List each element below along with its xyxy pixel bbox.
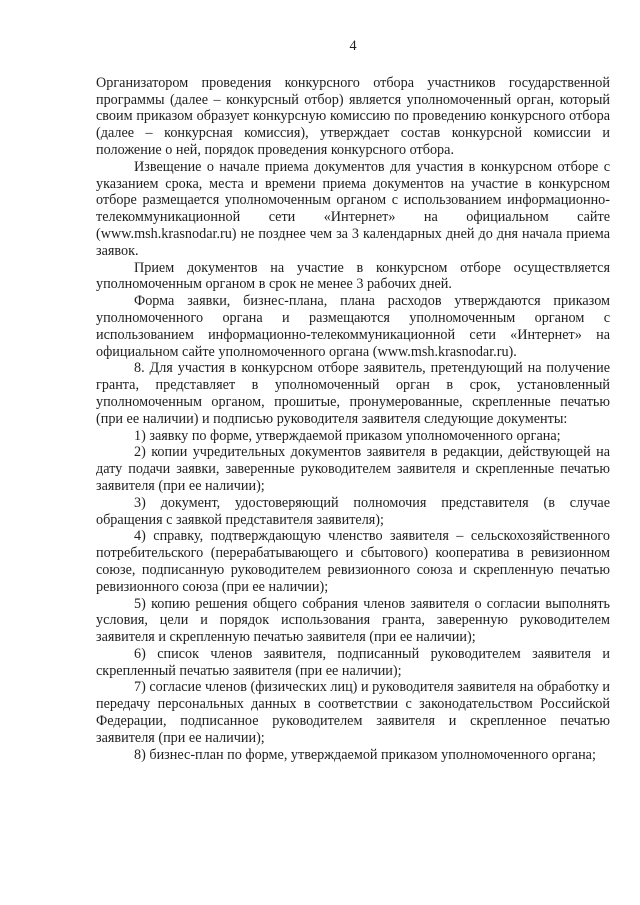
paragraph-forms: Форма заявки, бизнес-плана, плана расходов утверждаются приказом уполномоченного органа и размещаются уполномоченным органом с использованием информационно-телекоммуникационной сети «Интернет» на официальном сайте уполномоченного органа (www.msh.krasnodar.ru). [96, 293, 610, 360]
list-item-4: 4) справку, подтверждающую членство заявителя – сельскохозяйственного потребительского (перерабатывающего и сбытового) кооператива в ревизионном союзе, подписанную руководителем ревизионного союза и скрепленную печатью ревизионного союза (при ее наличии); [96, 528, 610, 595]
list-item-3: 3) документ, удостоверяющий полномочия представителя (в случае обращения с заявкой представителя заявителя); [96, 494, 610, 528]
page-number: 4 [349, 38, 357, 54]
list-item-5: 5) копию решения общего собрания членов заявителя о согласии выполнять условия, цели и порядок использования гранта, заверенную руководителем заявителя и скрепленную печатью заявителя (при ее наличии); [96, 595, 610, 646]
list-item-8: 8) бизнес-план по форме, утверждаемой приказом уполномоченного органа; [134, 746, 596, 763]
document-page [96, 38, 610, 763]
list-item-1: 1) заявку по форме, утверждаемой приказом уполномоченного органа; [134, 427, 561, 444]
paragraph-reception: Прием документов на участие в конкурсном отборе осуществляется уполномоченным органом в срок не менее 3 рабочих дней. [96, 259, 610, 293]
list-item-7: 7) согласие членов (физических лиц) и руководителя заявителя на обработку и передачу персональных данных в соответствии с законодательством Российской Федерации, подписанное руководителем заявителя и скрепленное печатью заявителя (при ее наличии); [96, 679, 610, 746]
list-item-2: 2) копии учредительных документов заявителя в редакции, действующей на дату подачи заявки, заверенные руководителем заявителя и скрепленные печатью заявителя (при ее наличии); [96, 444, 610, 494]
list-item-6: 6) список членов заявителя, подписанный руководителем заявителя и скрепленный печатью заявителя (при ее наличии); [96, 645, 610, 679]
paragraph-organizer: Организатором проведения конкурсного отбора участников государственной программы (далее – конкурсный отбор) является уполномоченный орган, который своим приказом образует конкурсную комиссию по проведению конкурсного отбора (далее – конкурсная комиссия), утверждает состав конкурсной комиссии и положение о ней, порядок проведения конкурсного отбора. [96, 74, 610, 158]
paragraph-section-8: 8. Для участия в конкурсном отборе заявитель, претендующий на получение гранта, представляет в уполномоченный орган в срок, установленный уполномоченным органом, прошитые, пронумерованные, скрепленные печатью (при ее наличии) и подписью руководителя заявителя следующие документы: [96, 360, 610, 427]
paragraph-notice: Извещение о начале приема документов для участия в конкурсном отборе с указанием срока, места и времени приема документов на участие в конкурсном отборе размещается уполномоченным органом с использованием информационно-телекоммуникационной сети «Интернет» на официальном сайте (www.msh.krasnodar.ru) не позднее чем за 3 календарных дней до дня начала приема заявок. [96, 158, 610, 259]
